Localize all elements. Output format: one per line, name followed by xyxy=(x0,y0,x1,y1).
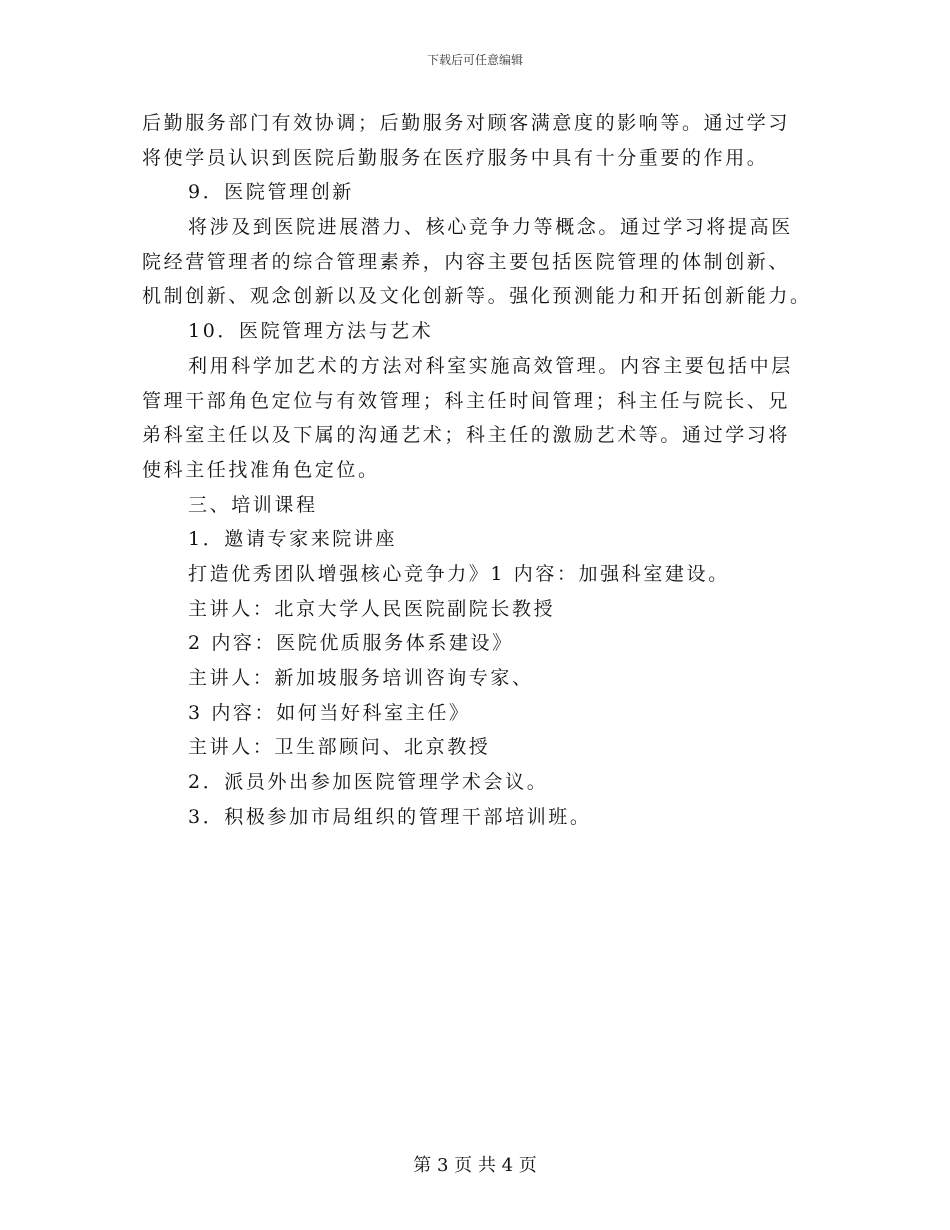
paragraph-line: 将使学员认识到医院后勤服务在医疗服务中具有十分重要的作用。 xyxy=(142,146,769,169)
list-item: 2．派员外出参加医院管理学术会议。 xyxy=(188,771,549,794)
section-heading: 三、培训课程 xyxy=(188,493,318,516)
list-item: 3 内容：如何当好科室主任》 xyxy=(188,701,471,724)
paragraph-line: 机制创新、观念创新以及文化创新等。强化预测能力和开拓创新能力。 xyxy=(142,285,812,308)
section-heading: 9．医院管理创新 xyxy=(188,181,354,204)
paragraph-line: 使科主任找准角色定位。 xyxy=(142,458,380,481)
list-item: 1．邀请专家来院讲座 xyxy=(188,528,398,551)
paragraph-line: 将涉及到医院进展潜力、核心竞争力等概念。通过学习将提高医 xyxy=(188,216,793,239)
paragraph-line: 弟科室主任以及下属的沟通艺术；科主任的激励艺术等。通过学习将 xyxy=(142,424,791,447)
section-heading: 10．医院管理方法与艺术 xyxy=(188,320,434,343)
page-header: 下载后可任意编辑 xyxy=(426,53,523,67)
paragraph-line: 后勤服务部门有效协调；后勤服务对顾客满意度的影响等。通过学习 xyxy=(142,112,791,134)
paragraph-line: 院经营管理者的综合管理素养，内容主要包括医院管理的体制创新、 xyxy=(142,250,791,273)
document-body xyxy=(142,106,822,834)
paragraph-line: 利用科学加艺术的方法对科室实施高效管理。内容主要包括中层 xyxy=(188,354,793,377)
paragraph-line: 管理干部角色定位与有效管理；科主任时间管理；科主任与院长、兄 xyxy=(142,389,791,412)
page-number-footer: 第 3 页 共 4 页 xyxy=(413,1155,537,1176)
list-item: 主讲人：卫生部顾问、北京教授 xyxy=(188,736,491,759)
list-item: 3．积极参加市局组织的管理干部培训班。 xyxy=(188,805,592,828)
list-item: 2 内容：医院优质服务体系建设》 xyxy=(188,632,514,655)
list-item: 主讲人：北京大学人民医院副院长教授 xyxy=(188,597,556,620)
list-item: 主讲人：新加坡服务培训咨询专家、 xyxy=(188,667,534,689)
list-item: 打造优秀团队增强核心竞争力》1 内容：加强科室建设。 xyxy=(188,562,730,585)
